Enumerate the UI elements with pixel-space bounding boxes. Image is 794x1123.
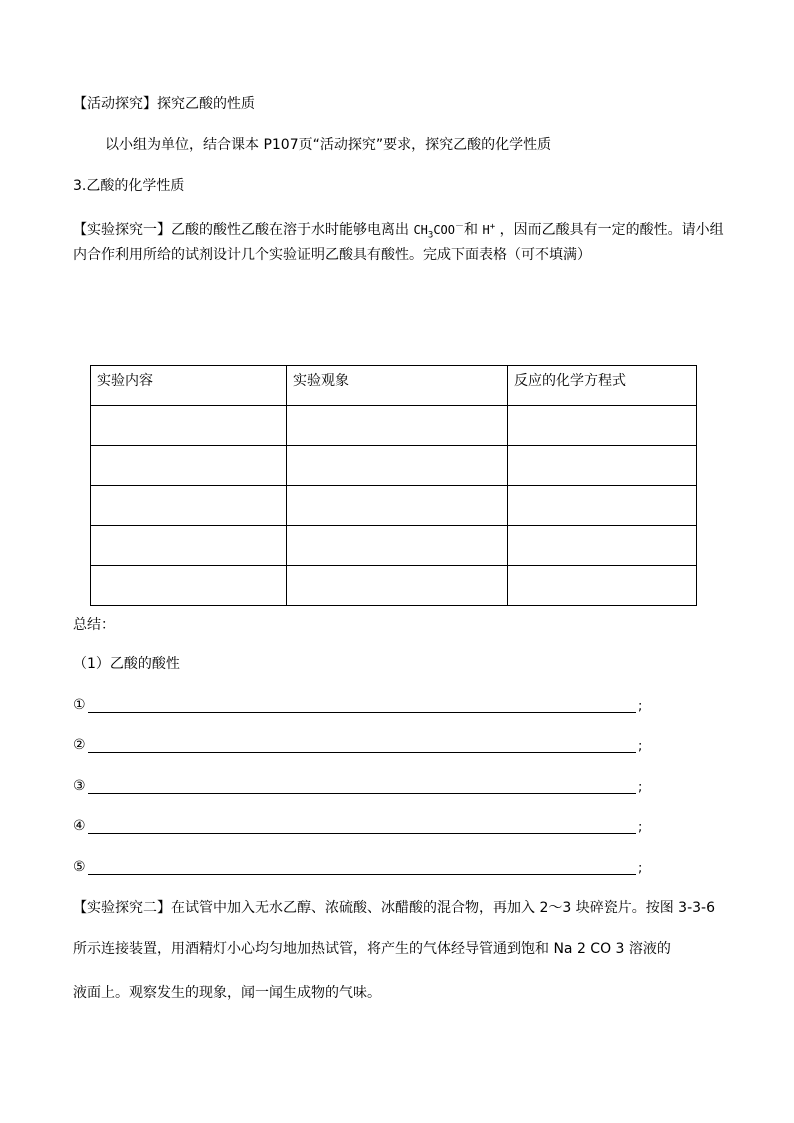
item-terminator: ;	[638, 739, 643, 754]
item-terminator: ;	[638, 780, 643, 795]
table-row	[91, 486, 697, 526]
exp2-line2: 所示连接装置，用酒精灯小心均匀地加热试管，将产生的气体经导管通到饱和 Na 2 CO 3 溶液的	[73, 941, 671, 957]
exp2-line1: 【实验探究二】在试管中加入无水乙醇、浓硫酸、冰醋酸的混合物，再加入 2～3 块碎瓷片。按图 3-3-6	[73, 900, 715, 916]
exp1-line1	[73, 218, 724, 244]
item-number: ④	[73, 818, 86, 834]
experiment-table	[90, 365, 697, 606]
table-cell[interactable]	[91, 486, 287, 526]
table-row	[91, 566, 697, 606]
table-row	[91, 526, 697, 566]
blank-rule	[88, 712, 636, 713]
item-number: ⑤	[73, 859, 86, 875]
table-cell[interactable]	[91, 406, 287, 446]
table-header: 实验观象	[287, 366, 508, 406]
item-number: ①	[73, 697, 86, 713]
hydrogen-ion: H+	[482, 222, 496, 237]
acetate-ion: $CH_3COO^-$	[413, 222, 465, 241]
exp2-line3: 液面上。观察发生的现象，闻一闻生成物的气味。	[73, 985, 381, 1001]
section-title: 3.乙酸的化学性质	[73, 178, 185, 194]
table-cell[interactable]	[287, 406, 508, 446]
answer-line-4[interactable]	[73, 818, 643, 838]
exp1-text-b: ，因而乙酸具有一定的酸性。请小组	[499, 222, 724, 238]
summary-sub-heading: （1）乙酸的酸性	[73, 656, 180, 672]
blank-rule	[88, 874, 636, 875]
summary-label: 总结：	[73, 617, 115, 633]
table-row	[91, 446, 697, 486]
answer-line-3[interactable]	[73, 778, 643, 798]
table-header-row	[91, 366, 697, 406]
blank-rule	[88, 833, 636, 834]
activity-heading: 【活动探究】探究乙酸的性质	[73, 96, 255, 112]
table-cell[interactable]	[508, 446, 697, 486]
item-terminator: ;	[638, 861, 643, 876]
blank-rule	[88, 793, 636, 794]
table-row	[91, 406, 697, 446]
answer-line-1[interactable]	[73, 697, 643, 717]
table-cell[interactable]	[91, 526, 287, 566]
table-cell[interactable]	[508, 566, 697, 606]
exp1-line2: 内合作利用所给的试剂设计几个实验证明乙酸具有酸性。完成下面表格（可不填满）	[73, 247, 591, 263]
table-cell[interactable]	[508, 406, 697, 446]
exp1-text-a: 乙酸的酸性乙酸在溶于水时能够电离出	[171, 222, 409, 238]
answer-line-5[interactable]	[73, 859, 643, 879]
table-cell[interactable]	[287, 566, 508, 606]
table-cell[interactable]	[508, 486, 697, 526]
answer-line-2[interactable]	[73, 737, 643, 757]
item-terminator: ;	[638, 699, 643, 714]
table-cell[interactable]	[287, 486, 508, 526]
table-cell[interactable]	[287, 446, 508, 486]
table-header: 反应的化学方程式	[508, 366, 697, 406]
item-number: ②	[73, 737, 86, 753]
table-cell[interactable]	[508, 526, 697, 566]
exp1-and: 和	[464, 222, 479, 238]
table-cell[interactable]	[91, 566, 287, 606]
table-cell[interactable]	[287, 526, 508, 566]
table-header: 实验内容	[91, 366, 287, 406]
blank-rule	[88, 752, 636, 753]
exp1-tag: 【实验探究一】	[73, 222, 171, 238]
activity-instruction: 以小组为单位，结合课本 P107页“活动探究”要求，探究乙酸的化学性质	[105, 137, 552, 153]
table-cell[interactable]	[91, 446, 287, 486]
item-number: ③	[73, 778, 86, 794]
item-terminator: ;	[638, 820, 643, 835]
